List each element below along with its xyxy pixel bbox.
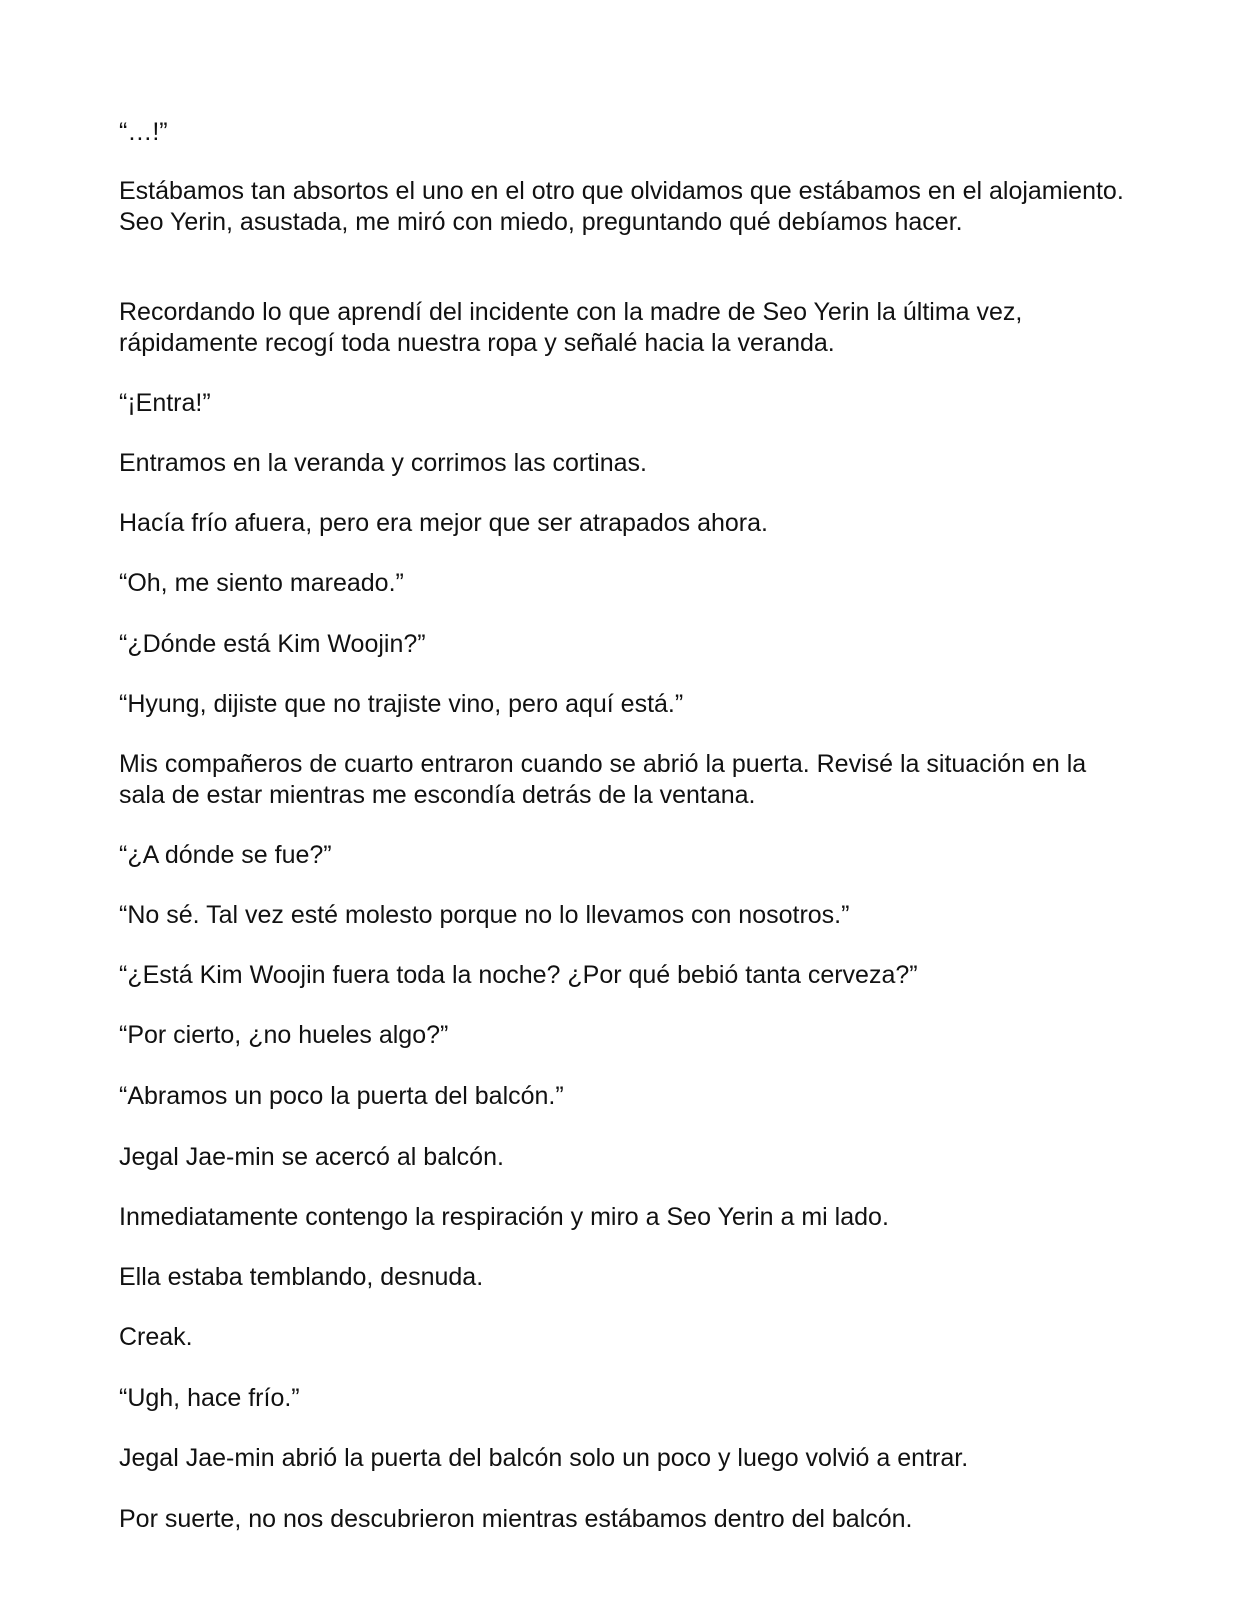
paragraph-8: “¿Dónde está Kim Woojin?” bbox=[119, 630, 426, 658]
paragraph-20: “Ugh, hace frío.” bbox=[119, 1384, 300, 1412]
paragraph-3: Recordando lo que aprendí del incidente con la madre de Seo Yerin la última vez, rápidamente recogí toda nuestra ropa y señalé hacia la veranda. bbox=[119, 298, 1023, 357]
paragraph-17: Inmediatamente contengo la respiración y miro a Seo Yerin a mi lado. bbox=[119, 1203, 889, 1231]
paragraph-10: Mis compañeros de cuarto entraron cuando se abrió la puerta. Revisé la situación en la sala de estar mientras me escondía detrás de la ventana. bbox=[119, 750, 1087, 809]
paragraph-21: Jegal Jae-min abrió la puerta del balcón solo un poco y luego volvió a entrar. bbox=[119, 1444, 969, 1472]
paragraph-4: “¡Entra!” bbox=[119, 389, 211, 417]
paragraph-11: “¿A dónde se fue?” bbox=[119, 841, 332, 869]
paragraph-16: Jegal Jae-min se acercó al balcón. bbox=[119, 1143, 504, 1171]
paragraph-14: “Por cierto, ¿no hueles algo?” bbox=[119, 1021, 449, 1049]
paragraph-19: Creak. bbox=[119, 1323, 193, 1351]
paragraph-6: Hacía frío afuera, pero era mejor que ser atrapados ahora. bbox=[119, 509, 768, 537]
paragraph-7: “Oh, me siento mareado.” bbox=[119, 569, 404, 597]
paragraph-13: “¿Está Kim Woojin fuera toda la noche? ¿Por qué bebió tanta cerveza?” bbox=[119, 961, 918, 989]
paragraph-22: Por suerte, no nos descubrieron mientras estábamos dentro del balcón. bbox=[119, 1505, 913, 1533]
paragraph-12: “No sé. Tal vez esté molesto porque no lo llevamos con nosotros.” bbox=[119, 901, 850, 929]
paragraph-5: Entramos en la veranda y corrimos las cortinas. bbox=[119, 449, 647, 477]
paragraph-18: Ella estaba temblando, desnuda. bbox=[119, 1263, 484, 1291]
paragraph-2: Estábamos tan absortos el uno en el otro que olvidamos que estábamos en el alojamiento. Seo Yerin, asustada, me miró con miedo, preguntando qué debíamos hacer. bbox=[119, 177, 1124, 236]
paragraph-9: “Hyung, dijiste que no trajiste vino, pero aquí está.” bbox=[119, 690, 684, 718]
paragraph-1: “…!” bbox=[119, 118, 168, 146]
paragraph-15: “Abramos un poco la puerta del balcón.” bbox=[119, 1082, 564, 1110]
